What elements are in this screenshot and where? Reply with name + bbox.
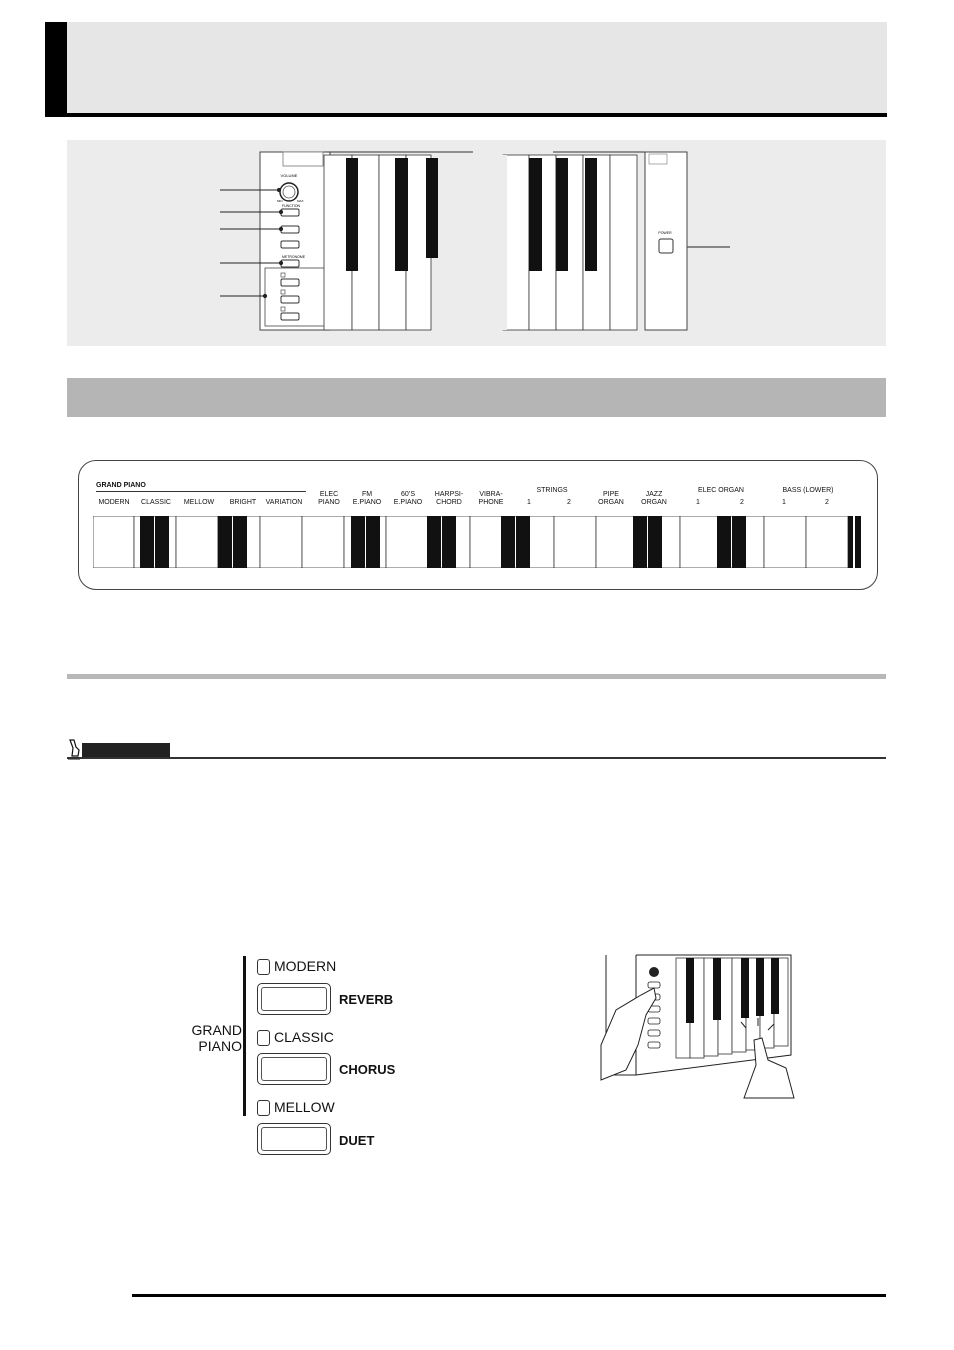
tone-label: MODERN: [98, 499, 130, 506]
tone-label: VARIATION: [265, 499, 303, 506]
strings-group-label: STRINGS: [536, 487, 568, 494]
svg-text:MIN: MIN: [277, 199, 283, 203]
tone-label: 2: [740, 499, 744, 506]
classic-tone-label: CLASSIC: [274, 1029, 334, 1045]
tone-label: ELEC PIANO: [318, 491, 340, 506]
svg-text:METRONOME: METRONOME: [282, 255, 306, 259]
tone-label: CLASSIC: [141, 499, 171, 506]
tone-label: 1: [696, 499, 700, 506]
panel-volume-label: VOLUME: [280, 173, 298, 178]
mellow-led-icon: [257, 1100, 270, 1116]
tone-label: VIBRA- PHONE: [478, 491, 504, 506]
tone-label: HARPSI- CHORD: [434, 491, 464, 506]
classic-led-icon: [257, 1030, 270, 1046]
elec-organ-group-label: ELEC ORGAN: [698, 487, 744, 494]
tone-label: 2: [567, 499, 571, 506]
svg-text:POWER: POWER: [658, 231, 672, 235]
tone-label: 1: [527, 499, 531, 506]
tone-label: 2: [825, 499, 829, 506]
mellow-tone-label: MELLOW: [274, 1099, 335, 1115]
tone-label: BRIGHT: [229, 499, 257, 506]
bass-group-label: BASS (LOWER): [782, 487, 834, 494]
classic-chorus-button[interactable]: [257, 1053, 331, 1085]
svg-text:MAX: MAX: [297, 199, 304, 203]
tone-label: MELLOW: [183, 499, 215, 506]
modern-led-icon: [257, 959, 270, 975]
svg-text:FUNCTION: FUNCTION: [282, 204, 301, 208]
grand-piano-label: GRAND PIANO: [191, 1022, 242, 1054]
tone-label: 60’S E.PIANO: [393, 491, 423, 506]
mellow-duet-button[interactable]: [257, 1123, 331, 1155]
duet-label: DUET: [339, 1133, 375, 1148]
tone-label: PIPE ORGAN: [598, 491, 624, 506]
reverb-label: REVERB: [339, 992, 394, 1007]
chorus-label: CHORUS: [339, 1062, 396, 1077]
tone-label: JAZZ ORGAN: [641, 491, 667, 506]
modern-reverb-button[interactable]: [257, 983, 331, 1015]
modern-tone-label: MODERN: [274, 958, 337, 974]
footer-rule: [132, 1294, 886, 1297]
hands-pressing-keys-illustration: [596, 950, 801, 1100]
tone-label: FM E.PIANO: [352, 491, 382, 506]
grand-piano-bracket: [243, 956, 246, 1116]
grand-piano-group-label: GRAND PIANO: [96, 482, 146, 489]
tone-label: 1: [782, 499, 786, 506]
